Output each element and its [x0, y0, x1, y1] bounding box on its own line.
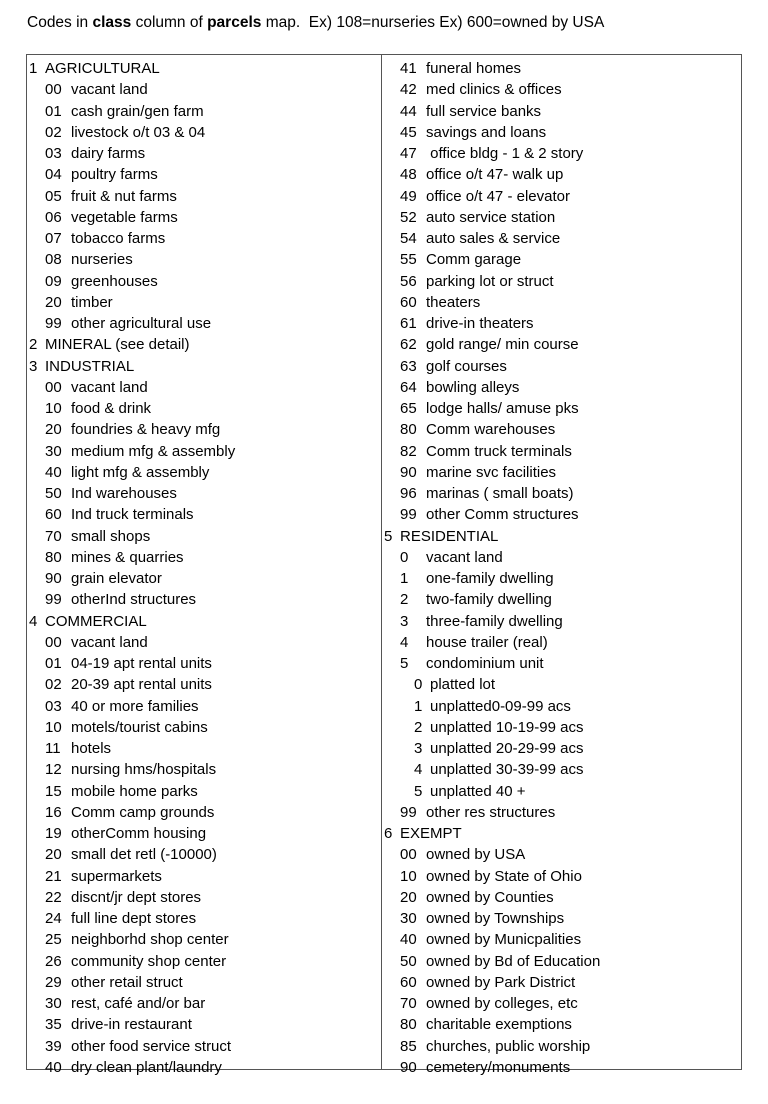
code-label: golf courses	[426, 357, 507, 375]
code-number: 30	[45, 995, 62, 1012]
code-label: Comm truck terminals	[426, 442, 572, 460]
code-label: cash grain/gen farm	[71, 102, 204, 120]
code-row	[382, 568, 741, 589]
code-row	[27, 781, 381, 802]
code-row	[382, 334, 741, 355]
code-label: RESIDENTIAL	[400, 527, 499, 545]
code-row	[382, 887, 741, 908]
code-number: 40	[45, 463, 62, 481]
code-label: other res structures	[426, 803, 556, 821]
code-number: 70	[400, 995, 417, 1012]
code-label: drive-in restaurant	[71, 1016, 192, 1034]
code-row	[382, 802, 741, 823]
code-row	[382, 866, 741, 887]
code-number: 3	[29, 357, 38, 375]
code-label: 04-19 apt rental units	[71, 655, 212, 672]
code-row	[382, 483, 741, 504]
codes-column-left	[27, 55, 382, 1076]
code-row	[382, 122, 741, 143]
code-label: gold range/ min course	[426, 336, 579, 354]
code-row	[382, 547, 741, 568]
code-label: Comm garage	[426, 251, 522, 269]
category-row	[27, 356, 381, 377]
code-label: INDUSTRIAL	[45, 357, 135, 375]
code-row	[382, 738, 741, 759]
code-label: small shops	[71, 527, 151, 545]
code-row	[27, 993, 381, 1014]
code-label: two-family dwelling	[426, 591, 552, 609]
code-row	[27, 1014, 381, 1035]
code-row	[382, 228, 741, 249]
code-number: 52	[400, 208, 417, 226]
code-row	[382, 186, 741, 207]
code-row	[382, 759, 741, 780]
category-row	[27, 611, 381, 632]
code-row	[27, 1057, 381, 1078]
code-row	[27, 887, 381, 908]
code-label: unplatted 40 +	[430, 782, 526, 800]
code-row	[27, 207, 381, 228]
code-row	[27, 632, 381, 653]
code-number: 08	[45, 251, 62, 269]
code-label: vacant land	[71, 633, 148, 651]
code-number: 35	[45, 1016, 62, 1034]
code-row	[382, 441, 741, 462]
code-number: 0	[400, 548, 409, 566]
code-number: 96	[400, 485, 417, 502]
title-prefix: Codes in	[27, 14, 93, 31]
code-label: community shop center	[71, 952, 227, 970]
code-row	[27, 143, 381, 164]
code-row	[382, 611, 741, 632]
code-row	[27, 249, 381, 270]
code-label: hotels	[71, 740, 112, 757]
code-number: 2	[400, 591, 409, 609]
code-number: 5	[384, 527, 393, 545]
code-row	[382, 398, 741, 419]
code-row	[27, 738, 381, 759]
code-label: grain elevator	[71, 570, 162, 587]
code-label: auto sales & service	[426, 230, 561, 247]
code-row	[27, 674, 381, 695]
code-number: 1	[400, 570, 409, 587]
code-number: 03	[45, 145, 62, 162]
code-label: medium mfg & assembly	[71, 442, 236, 460]
code-number: 50	[45, 485, 62, 502]
code-label: otherComm housing	[71, 825, 207, 842]
code-label: bowling alleys	[426, 378, 520, 396]
code-label: discnt/jr dept stores	[71, 888, 202, 906]
code-label: office bldg - 1 & 2 story	[426, 145, 584, 162]
code-number: 20	[400, 888, 417, 906]
code-label: auto service station	[426, 208, 556, 226]
code-number: 90	[400, 1058, 417, 1076]
code-label: funeral homes	[426, 60, 522, 77]
code-label: dairy farms	[71, 145, 146, 162]
code-number: 62	[400, 336, 417, 354]
code-number: 05	[45, 187, 62, 205]
title-suffix: map. Ex) 108=nurseries Ex) 600=owned by USA	[261, 14, 605, 31]
code-label: livestock o/t 03 & 04	[71, 123, 206, 141]
code-number: 12	[45, 761, 62, 779]
code-row	[27, 844, 381, 865]
code-number: 6	[384, 825, 393, 842]
code-number: 11	[45, 740, 61, 757]
code-label: other agricultural use	[71, 315, 212, 332]
code-label: full line dept stores	[71, 910, 197, 927]
code-number: 02	[45, 123, 62, 141]
code-number: 25	[45, 931, 62, 949]
code-row	[27, 186, 381, 207]
code-row	[27, 759, 381, 780]
code-label: nurseries	[71, 251, 133, 269]
code-label: fruit & nut farms	[71, 187, 177, 205]
code-row	[27, 504, 381, 525]
code-number: 65	[400, 400, 417, 417]
code-label: timber	[71, 293, 113, 311]
code-label: owned by Park District	[426, 973, 576, 991]
title-mid: column of	[131, 14, 208, 31]
code-label: AGRICULTURAL	[45, 60, 160, 77]
code-row	[382, 972, 741, 993]
code-label: theaters	[426, 293, 481, 311]
code-number: 01	[45, 102, 62, 120]
code-number: 30	[45, 442, 62, 460]
code-label: Ind truck terminals	[71, 506, 194, 524]
code-row	[27, 951, 381, 972]
code-number: 3	[414, 740, 423, 757]
code-row	[27, 929, 381, 950]
code-number: 99	[400, 506, 417, 524]
code-number: 60	[400, 973, 417, 991]
code-label: vegetable farms	[71, 208, 178, 226]
code-number: 06	[45, 208, 62, 226]
code-label: supermarkets	[71, 867, 162, 885]
code-label: lodge halls/ amuse pks	[426, 400, 579, 417]
code-number: 4	[400, 633, 409, 651]
code-label: MINERAL (see detail)	[45, 336, 190, 354]
code-number: 00	[400, 846, 417, 864]
code-row	[27, 653, 381, 674]
code-label: other Comm structures	[426, 506, 579, 524]
code-number: 61	[400, 315, 417, 332]
code-label: office o/t 47 - elevator	[426, 187, 570, 205]
code-label: unplatted 20-29-99 acs	[430, 740, 584, 757]
code-number: 82	[400, 442, 417, 460]
code-row	[27, 228, 381, 249]
title-bold-class: class	[92, 14, 132, 31]
code-number: 03	[45, 697, 62, 715]
code-label: marinas ( small boats)	[426, 485, 574, 502]
code-number: 44	[400, 102, 417, 120]
code-label: unplatted 10-19-99 acs	[430, 718, 584, 736]
code-label: full service banks	[426, 102, 542, 120]
code-label: food & drink	[71, 400, 152, 417]
code-row	[27, 589, 381, 610]
code-label: other retail struct	[71, 973, 183, 991]
code-number: 49	[400, 187, 417, 205]
code-label: three-family dwelling	[426, 612, 563, 630]
code-number: 63	[400, 357, 417, 375]
page-title	[27, 14, 604, 32]
code-number: 22	[45, 888, 62, 906]
code-number: 55	[400, 251, 417, 269]
code-row	[382, 313, 741, 334]
code-label: otherInd structures	[71, 591, 197, 609]
code-label: other food service struct	[71, 1037, 232, 1055]
code-row	[27, 313, 381, 334]
code-number: 1	[414, 697, 423, 715]
codes-table	[26, 54, 742, 1076]
code-row	[27, 398, 381, 419]
code-number: 19	[45, 825, 62, 842]
code-label: condominium unit	[426, 655, 544, 672]
code-number: 5	[400, 655, 409, 672]
code-row	[382, 908, 741, 929]
code-row	[382, 674, 741, 695]
code-row	[382, 632, 741, 653]
code-row	[27, 802, 381, 823]
code-label: poultry farms	[71, 166, 158, 184]
code-label: neighborhd shop center	[71, 931, 229, 949]
code-number: 85	[400, 1037, 417, 1055]
code-row	[382, 929, 741, 950]
code-number: 47	[400, 145, 417, 162]
code-label: owned by State of Ohio	[426, 867, 582, 885]
code-label: owned by Counties	[426, 888, 554, 906]
code-row	[382, 271, 741, 292]
code-label: cemetery/monuments	[426, 1058, 571, 1076]
code-label: small det retl (-10000)	[71, 846, 217, 864]
code-number: 10	[45, 400, 62, 417]
code-label: rest, café and/or bar	[71, 995, 206, 1012]
code-label: savings and loans	[426, 123, 547, 141]
code-number: 21	[45, 867, 62, 885]
code-number: 30	[400, 910, 417, 927]
code-row	[382, 717, 741, 738]
code-label: EXEMPT	[400, 825, 462, 842]
code-number: 40	[45, 1058, 62, 1076]
code-number: 09	[45, 272, 62, 290]
code-row	[27, 441, 381, 462]
code-row	[382, 143, 741, 164]
code-number: 5	[414, 782, 423, 800]
code-number: 50	[400, 952, 417, 970]
code-label: Ind warehouses	[71, 485, 177, 502]
codes-column-right	[382, 55, 741, 1076]
code-number: 0	[414, 676, 423, 694]
code-label: owned by Bd of Education	[426, 952, 601, 970]
code-row	[382, 1014, 741, 1035]
code-number: 26	[45, 952, 62, 970]
code-number: 00	[45, 81, 62, 99]
category-row	[27, 334, 381, 355]
code-label: light mfg & assembly	[71, 463, 210, 481]
code-label: Comm warehouses	[426, 421, 556, 439]
code-label: COMMERCIAL	[45, 612, 147, 630]
code-row	[382, 292, 741, 313]
code-number: 29	[45, 973, 62, 991]
code-label: 20-39 apt rental units	[71, 676, 212, 694]
code-number: 20	[45, 846, 62, 864]
code-number: 1	[29, 60, 38, 77]
code-number: 45	[400, 123, 417, 141]
code-row	[27, 568, 381, 589]
code-row	[27, 908, 381, 929]
code-row	[382, 504, 741, 525]
code-label: unplatted0-09-99 acs	[430, 697, 571, 715]
code-row	[27, 1036, 381, 1057]
code-label: owned by colleges, etc	[426, 995, 578, 1012]
code-row	[382, 951, 741, 972]
code-row	[382, 164, 741, 185]
code-row	[27, 526, 381, 547]
code-row	[27, 547, 381, 568]
code-row	[382, 207, 741, 228]
code-row	[382, 844, 741, 865]
code-row	[27, 271, 381, 292]
code-label: vacant land	[426, 548, 503, 566]
code-row	[382, 589, 741, 610]
code-number: 99	[45, 315, 62, 332]
code-row	[382, 1036, 741, 1057]
code-row	[27, 101, 381, 122]
code-row	[382, 377, 741, 398]
code-label: mobile home parks	[71, 782, 198, 800]
code-number: 70	[45, 527, 62, 545]
code-row	[27, 696, 381, 717]
category-row	[382, 526, 741, 547]
code-row	[27, 292, 381, 313]
code-number: 10	[400, 867, 417, 885]
code-label: unplatted 30-39-99 acs	[430, 761, 584, 779]
code-number: 2	[29, 336, 38, 354]
category-row	[382, 823, 741, 844]
code-label: foundries & heavy mfg	[71, 421, 221, 439]
code-number: 90	[45, 570, 62, 587]
code-label: owned by USA	[426, 846, 526, 864]
code-number: 80	[45, 548, 62, 566]
code-label: dry clean plant/laundry	[71, 1058, 222, 1076]
code-number: 4	[29, 612, 38, 630]
code-label: office o/t 47- walk up	[426, 166, 564, 184]
code-number: 80	[400, 421, 417, 439]
code-row	[382, 249, 741, 270]
code-number: 00	[45, 633, 62, 651]
code-label: 40 or more families	[71, 697, 199, 715]
code-row	[27, 377, 381, 398]
code-number: 2	[414, 718, 423, 736]
code-number: 64	[400, 378, 417, 396]
code-label: Comm camp grounds	[71, 803, 215, 821]
code-number: 3	[400, 612, 409, 630]
code-number: 90	[400, 463, 417, 481]
code-number: 15	[45, 782, 62, 800]
code-number: 04	[45, 166, 62, 184]
code-row	[27, 419, 381, 440]
code-label: house trailer (real)	[426, 633, 548, 651]
code-row	[382, 993, 741, 1014]
code-row	[27, 866, 381, 887]
code-number: 00	[45, 378, 62, 396]
code-number: 24	[45, 910, 62, 927]
code-number: 80	[400, 1016, 417, 1034]
category-row	[27, 58, 381, 79]
code-number: 01	[45, 655, 62, 672]
code-label: tobacco farms	[71, 230, 166, 247]
code-row	[27, 972, 381, 993]
code-row	[27, 164, 381, 185]
code-row	[27, 823, 381, 844]
code-number: 40	[400, 931, 417, 949]
code-number: 99	[45, 591, 62, 609]
code-label: drive-in theaters	[426, 315, 534, 332]
code-number: 41	[400, 60, 417, 77]
code-number: 39	[45, 1037, 62, 1055]
code-label: vacant land	[71, 378, 148, 396]
code-label: platted lot	[430, 676, 496, 694]
code-number: 56	[400, 272, 417, 290]
code-label: marine svc facilities	[426, 463, 557, 481]
code-label: churches, public worship	[426, 1037, 591, 1055]
code-row	[27, 462, 381, 483]
code-number: 07	[45, 230, 62, 247]
code-number: 20	[45, 421, 62, 439]
code-number: 02	[45, 676, 62, 694]
code-label: owned by Townships	[426, 910, 565, 927]
code-number: 16	[45, 803, 62, 821]
code-number: 10	[45, 718, 62, 736]
code-label: med clinics & offices	[426, 81, 562, 99]
code-label: motels/tourist cabins	[71, 718, 208, 736]
code-row	[382, 79, 741, 100]
code-row	[382, 462, 741, 483]
code-number: 20	[45, 293, 62, 311]
code-number: 4	[414, 761, 423, 779]
code-number: 54	[400, 230, 417, 247]
code-row	[382, 696, 741, 717]
code-row	[382, 356, 741, 377]
code-row	[27, 483, 381, 504]
code-label: charitable exemptions	[426, 1016, 572, 1034]
code-row	[382, 58, 741, 79]
code-row	[27, 717, 381, 738]
code-number: 60	[45, 506, 62, 524]
code-label: parking lot or struct	[426, 272, 554, 290]
code-label: nursing hms/hospitals	[71, 761, 217, 779]
code-label: one-family dwelling	[426, 570, 554, 587]
code-number: 48	[400, 166, 417, 184]
code-row	[382, 101, 741, 122]
code-row	[27, 122, 381, 143]
code-number: 60	[400, 293, 417, 311]
code-label: owned by Municpalities	[426, 931, 582, 949]
code-row	[382, 781, 741, 802]
code-row	[382, 419, 741, 440]
code-number: 42	[400, 81, 417, 99]
code-row	[382, 653, 741, 674]
code-row	[27, 79, 381, 100]
title-bold-parcels: parcels	[207, 14, 262, 31]
code-row	[382, 1057, 741, 1078]
code-number: 99	[400, 803, 417, 821]
code-label: mines & quarries	[71, 548, 184, 566]
code-label: greenhouses	[71, 272, 158, 290]
code-label: vacant land	[71, 81, 148, 99]
